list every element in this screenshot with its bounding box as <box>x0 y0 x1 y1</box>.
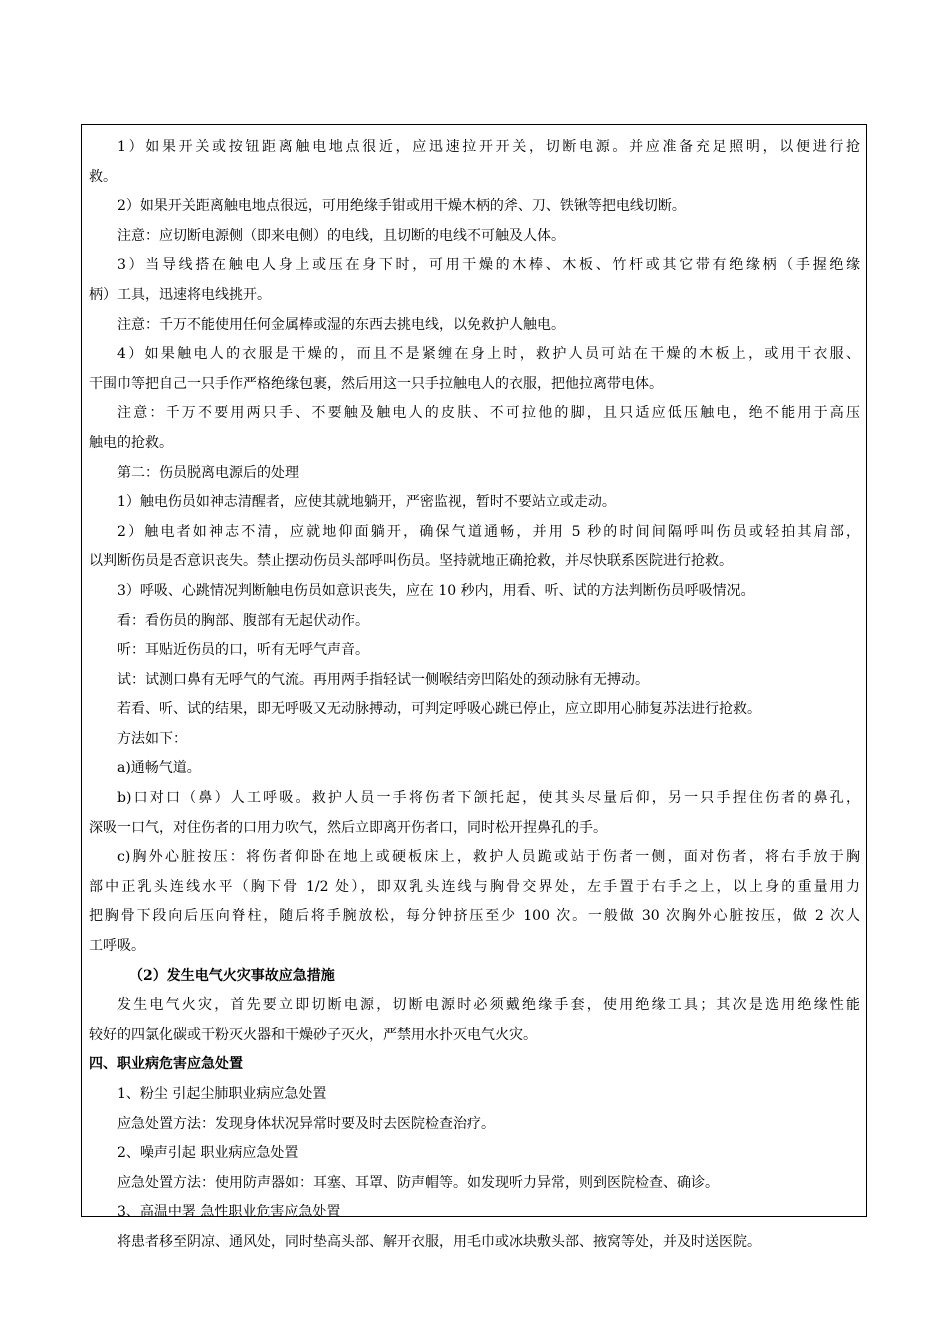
text-line: 注意：应切断电源侧（即来电侧）的电线，且切断的电线不可触及人体。 <box>117 227 565 244</box>
text-line: 柄）工具，迅速将电线挑开。 <box>89 286 271 303</box>
text-line: 应急处置方法：发现身体状况异常时要及时去医院检查治疗。 <box>117 1115 495 1132</box>
text-line: 以判断伤员是否意识丧失。禁止摆动伤员头部呼叫伤员。坚持就地正确抢救，并尽快联系医院进行抢救。 <box>89 553 733 570</box>
text-line: 试：试测口鼻有无呼气的气流。再用两手指轻试一侧喉结旁凹陷处的颈动脉有无搏动。 <box>117 671 649 688</box>
text-line: 触电的抢救。 <box>89 434 173 451</box>
text-line: 方法如下： <box>117 730 187 747</box>
text-line: b)口对口（鼻）人工呼吸。救护人员一手将伤者下颌托起，使其头尽量后仰，另一只手捏住伤者的鼻孔， <box>117 790 860 807</box>
text-line: 四、职业病危害应急处置 <box>89 1056 243 1073</box>
text-line: 较好的四氯化碳或干粉灭火器和干燥砂子灭火，严禁用水扑灭电气火灾。 <box>89 1026 537 1043</box>
document-table-frame <box>81 124 867 1250</box>
text-line: 听：耳贴近伤员的口，听有无呼气声音。 <box>117 642 369 659</box>
text-line: 第二：伤员脱离电源后的处理 <box>117 464 299 481</box>
text-line: 看：看伤员的胸部、腹部有无起伏动作。 <box>117 612 369 629</box>
text-line: 工呼吸。 <box>89 938 145 955</box>
text-line: 3、高温中署 急性职业危害应急处置 <box>117 1204 341 1221</box>
text-line: 部中正乳头连线水平（胸下骨 1/2 处），即双乳头连线与胸骨交界处，左手置于右手之上，以上身的重量用力 <box>89 878 860 895</box>
text-line: 4）如果触电人的衣服是干燥的，而且不是紧缠在身上时，救护人员可站在干燥的木板上，或用干衣服、 <box>117 346 860 363</box>
text-line: 1）触电伤员如神志清醒者，应使其就地躺开，严密监视，暂时不要站立或走动。 <box>117 494 616 511</box>
text-line: c)胸外心脏按压：将伤者仰卧在地上或硬板床上，救护人员跪或站于伤者一侧，面对伤者，将右手放于胸 <box>117 849 860 866</box>
text-line: 注意：千万不能使用任何金属棒或湿的东西去挑电线，以免救护人触电。 <box>117 316 565 333</box>
text-line: 3）呼吸、心跳情况判断触电伤员如意识丧失，应在 10 秒内，用看、听、试的方法判断伤员呼吸情况。 <box>117 582 755 599</box>
text-line: 发生电气火灾，首先要立即切断电源，切断电源时必须戴绝缘手套，使用绝缘工具；其次是选用绝缘性能 <box>117 997 860 1014</box>
document-body <box>89 133 860 1258</box>
text-line: 1）如果开关或按钮距离触电地点很近，应迅速拉开开关，切断电源。并应准备充足照明，以便进行抢 <box>117 139 860 155</box>
text-line: （2）发生电气火灾事故应急措施 <box>129 967 335 984</box>
text-line: 将患者移至阴凉、通风处，同时垫高头部、解开衣服，用毛巾或冰块敷头部、掖窝等处，并及时送医院。 <box>117 1233 761 1250</box>
text-line: 救。 <box>89 168 117 185</box>
text-line: 应急处置方法：使用防声器如：耳塞、耳罩、防声帽等。如发现听力异常，则到医院检查、确诊。 <box>117 1174 719 1191</box>
text-line: 2、噪声引起 职业病应急处置 <box>117 1145 299 1162</box>
text-line: a)通畅气道。 <box>117 760 201 777</box>
text-line: 1、粉尘 引起尘肺职业病应急处置 <box>117 1086 327 1102</box>
text-line: 3）当导线搭在触电人身上或压在身下时，可用干燥的木棒、木板、竹杆或其它带有绝缘柄（手握绝缘 <box>117 257 860 274</box>
text-line: 把胸骨下段向后压向脊柱，随后将手腕放松，每分钟挤压至少 100 次。一般做 30 次胸外心脏按压，做 2 次人 <box>89 908 860 925</box>
text-line: 深吸一口气，对住伤者的口用力吹气，然后立即离开伤者口，同时松开捏鼻孔的手。 <box>89 819 607 836</box>
text-line: 2）触电者如神志不清，应就地仰面躺开，确保气道通畅，并用 5 秒的时间间隔呼叫伤员或轻拍其肩部， <box>117 523 860 540</box>
text-line: 2）如果开关距离触电地点很远，可用绝缘手钳或用干燥木柄的斧、刀、铁锹等把电线切断。 <box>117 198 686 215</box>
text-line: 注意：千万不要用两只手、不要触及触电人的皮肤、不可拉他的脚，且只适应低压触电，绝不能用于高压 <box>117 405 860 422</box>
text-line: 若看、听、试的结果，即无呼吸又无动脉搏动，可判定呼吸心跳已停止，应立即用心肺复苏法进行抢救。 <box>117 701 761 718</box>
text-line: 干围巾等把自己一只手作严格绝缘包裹，然后用这一只手拉触电人的衣服，把他拉离带电体。 <box>89 375 663 392</box>
